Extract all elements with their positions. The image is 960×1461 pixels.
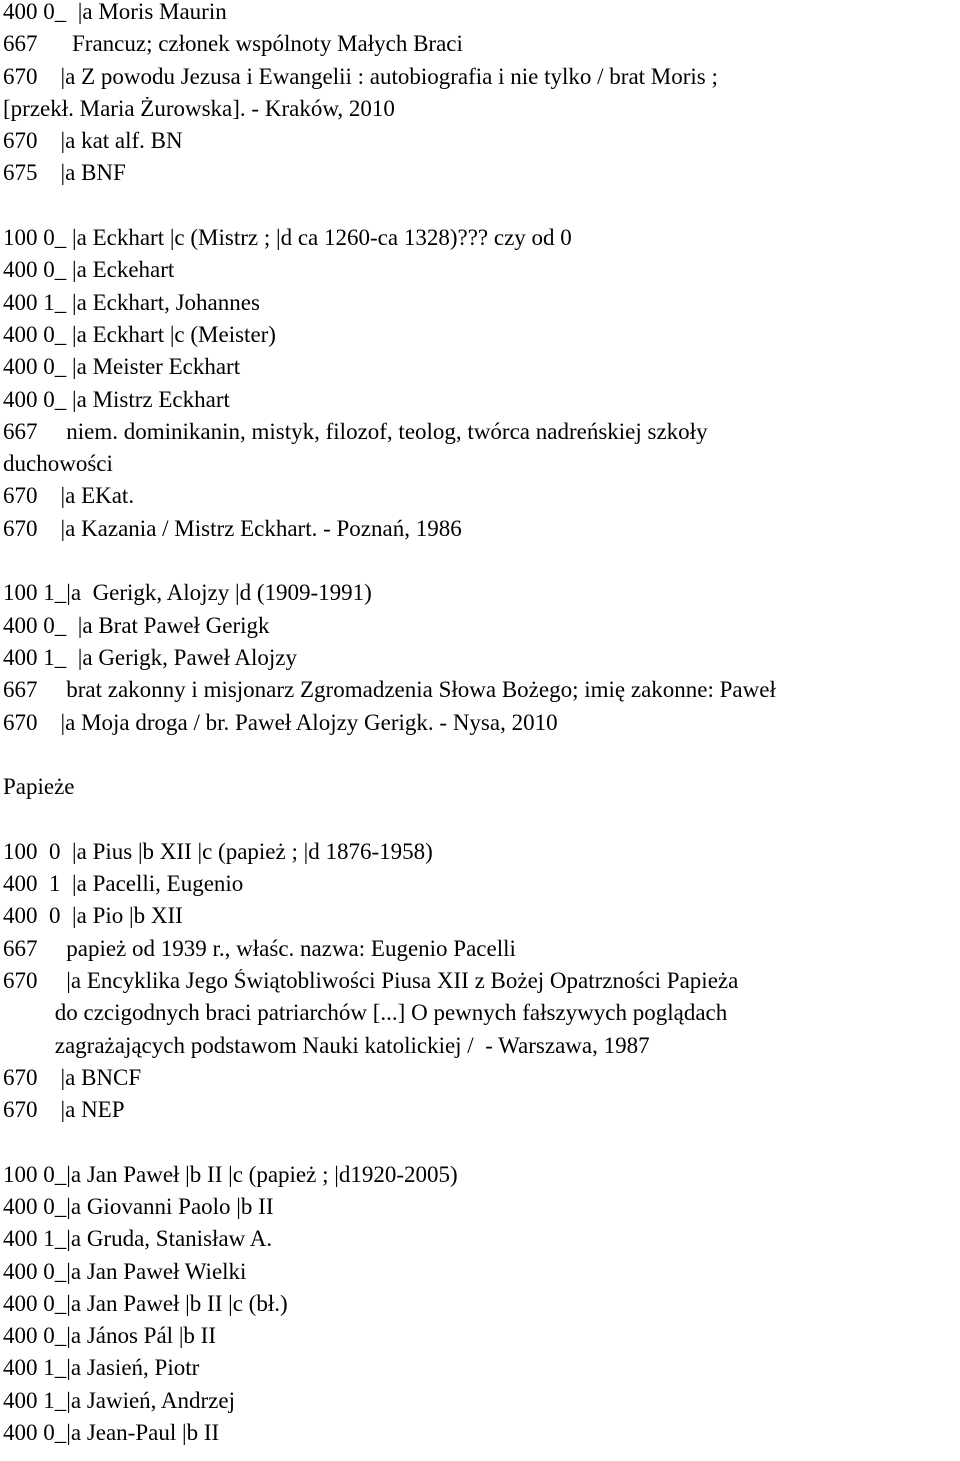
record-line: 400 0 |a Pio |b XII: [3, 904, 183, 929]
record-line: 400 1_|a Gruda, Stanisław A.: [3, 1227, 273, 1252]
record-jan-pawel-ii: [3, 1163, 960, 1454]
record-line: 400 0_ |a Brat Paweł Gerigk: [3, 613, 270, 638]
record-line: 400 0_|a Jean-Paul |b II: [3, 1421, 220, 1446]
record-gerigk: [3, 581, 960, 742]
block-separator: [3, 194, 960, 226]
record-line: 400 0_|a Giovanni Paolo |b II: [3, 1194, 274, 1219]
record-line: 670 |a BNCF: [3, 1065, 142, 1090]
record-line: zagrażających podstawom Nauki katolickiej / - Warszawa, 1987: [3, 1033, 650, 1058]
section-heading: Papieże: [3, 775, 75, 800]
record-pius-xii: [3, 840, 960, 1131]
block-separator: [3, 1130, 960, 1162]
record-line: 667 brat zakonny i misjonarz Zgromadzenia Słowa Bożego; imię zakonne: Paweł: [3, 678, 776, 703]
record-line: 100 1_|a Gerigk, Alojzy |d (1909-1991): [3, 581, 372, 606]
block-separator: [3, 549, 960, 581]
record-line: do czcigodnych braci patriarchów [...] O pewnych fałszywych poglądach: [3, 1001, 728, 1026]
record-line: 100 0 |a Pius |b XII |c (papież ; |d 1876-1958): [3, 839, 433, 864]
record-line: 667 papież od 1939 r., właśc. nazwa: Eugenio Pacelli: [3, 936, 516, 961]
record-line: 100 0_|a Jan Paweł |b II |c (papież ; |d1920-2005): [3, 1162, 458, 1187]
record-line: 675 |a BNF: [3, 161, 126, 186]
record-line: 400 1_|a Jawień, Andrzej: [3, 1388, 235, 1413]
record-line: 100 0_ |a Eckhart |c (Mistrz ; |d ca 1260-ca 1328)??? czy od 0: [3, 226, 572, 251]
record-line: 670 |a Kazania / Mistrz Eckhart. - Poznań, 1986: [3, 516, 462, 541]
record-line: 667 Francuz; członek wspólnoty Małych Braci: [3, 32, 463, 57]
block-separator: [3, 743, 960, 775]
record-line: 400 1_ |a Gerigk, Paweł Alojzy: [3, 645, 297, 670]
record-line: 400 0_|a Jan Paweł Wielki: [3, 1259, 247, 1284]
catalog-records-document: [3, 0, 960, 1453]
record-line: 400 0_ |a Mistrz Eckhart: [3, 387, 230, 412]
block-separator: [3, 807, 960, 839]
record-line: 400 1_ |a Eckhart, Johannes: [3, 290, 260, 315]
record-line: 400 0_ |a Eckhart |c (Meister): [3, 322, 276, 347]
record-line: 400 0_|a Jan Paweł |b II |c (bł.): [3, 1291, 288, 1316]
record-line: 400 1_|a Jasień, Piotr: [3, 1356, 200, 1381]
record-line: 670 |a Moja droga / br. Paweł Alojzy Gerigk. - Nysa, 2010: [3, 710, 558, 735]
record-eckhart: [3, 226, 960, 549]
record-line: 670 |a NEP: [3, 1098, 125, 1123]
record-line: 400 0_ |a Meister Eckhart: [3, 355, 241, 380]
record-line: 400 0_ |a Moris Maurin: [3, 0, 227, 24]
record-line: [przekł. Maria Żurowska]. - Kraków, 2010: [3, 96, 395, 121]
record-line: duchowości: [3, 452, 113, 477]
section-heading-papieze: [3, 775, 960, 807]
record-line: 400 0_|a János Pál |b II: [3, 1324, 216, 1349]
record-line: 670 |a EKat.: [3, 484, 135, 509]
record-line: 670 |a Encyklika Jego Świątobliwości Piusa XII z Bożej Opatrzności Papieża: [3, 968, 739, 993]
record-line: 670 |a kat alf. BN: [3, 129, 183, 154]
record-line: 670 |a Z powodu Jezusa i Ewangelii : autobiografia i nie tylko / brat Moris ;: [3, 64, 718, 89]
record-line: 400 0_ |a Eckehart: [3, 258, 175, 283]
record-moris-maurin: [3, 0, 960, 194]
record-line: 667 niem. dominikanin, mistyk, filozof, teolog, twórca nadreńskiej szkoły: [3, 419, 708, 444]
record-line: 400 1 |a Pacelli, Eugenio: [3, 872, 244, 897]
